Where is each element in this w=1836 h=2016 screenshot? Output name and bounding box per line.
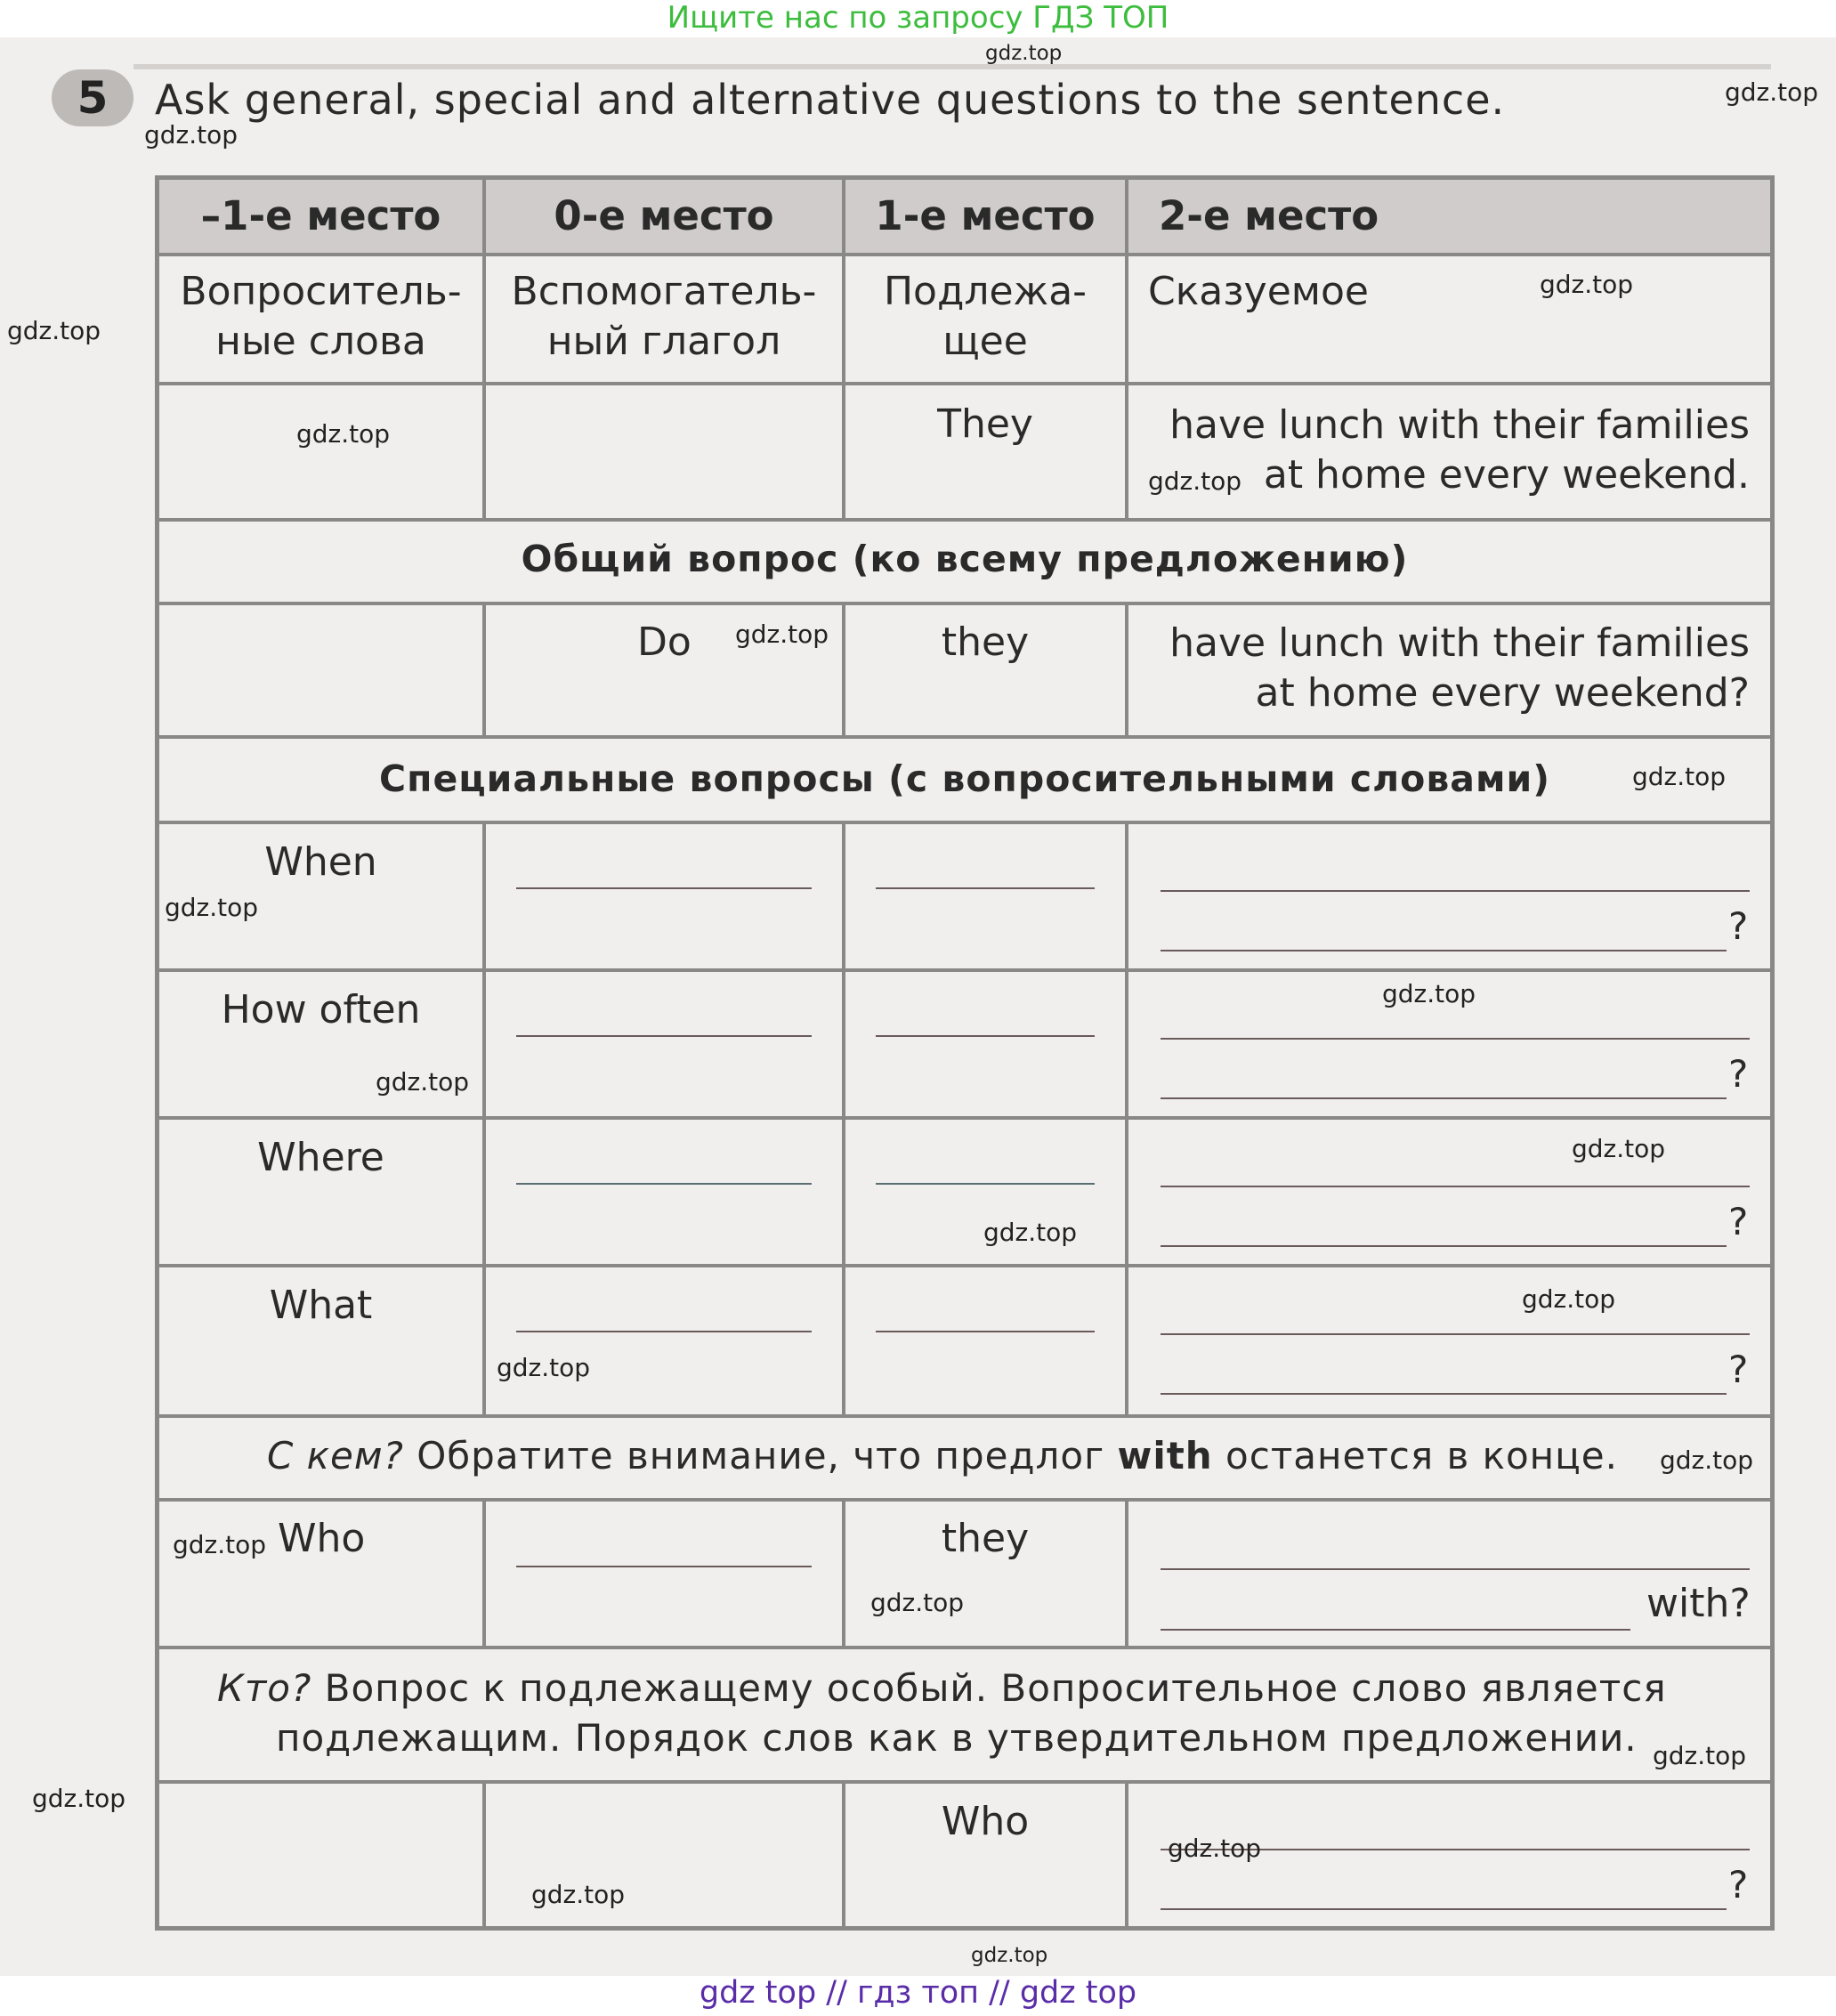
row-divider	[159, 382, 1770, 385]
subject-note-line2: подлежащим. Порядок слов как в утвердительном предложении.	[276, 1716, 1638, 1760]
row-divider	[159, 1646, 1770, 1649]
answer-blank[interactable]	[1161, 950, 1727, 951]
header-col-1: 1-е место	[875, 192, 1096, 239]
watermark: gdz.top	[1148, 466, 1242, 496]
watermark: gdz.top	[376, 1067, 470, 1097]
task-number: 5	[52, 69, 133, 126]
answer-blank[interactable]	[1161, 1097, 1727, 1099]
task-instruction: Ask general, special and alternative questions to the sentence.	[155, 76, 1506, 124]
subject-note-line1: Кто? Вопрос к подлежащему особый. Вопросительное слово является	[217, 1666, 1667, 1710]
watermark: gdz.top	[1382, 979, 1476, 1008]
answer-blank[interactable]	[876, 1035, 1095, 1037]
watermark: gdz.top	[1660, 1445, 1754, 1475]
col-divider	[1125, 602, 1128, 735]
watermark: gdz.top	[870, 1588, 965, 1617]
row-divider	[159, 1116, 1770, 1120]
watermark: gdz.top	[165, 893, 259, 922]
watermark: gdz.top	[1522, 1284, 1616, 1314]
row-divider	[159, 821, 1770, 824]
header-divider	[159, 253, 1770, 256]
watermark: gdz.top	[1572, 1134, 1666, 1163]
label-question-words-1: Вопроситель-	[180, 269, 462, 314]
answer-blank[interactable]	[1161, 1629, 1630, 1631]
general-question-heading: Общий вопрос (ко всему предложению)	[521, 538, 1409, 580]
answer-blank[interactable]	[1161, 1245, 1727, 1247]
label-subject-1: Подлежа-	[883, 269, 1088, 314]
label-aux-verb-1: Вспомогатель-	[511, 269, 817, 314]
watermark: gdz.top	[7, 316, 101, 345]
watermark: gdz.top	[1632, 762, 1727, 791]
watermark: gdz.top	[497, 1353, 591, 1382]
answer-blank[interactable]	[516, 1183, 812, 1185]
watermark: gdz.top	[1725, 77, 1819, 107]
general-subject: they	[941, 619, 1030, 665]
answer-blank[interactable]	[1161, 1568, 1750, 1570]
question-mark: ?	[1728, 1052, 1749, 1096]
header-col-minus1: –1-е место	[200, 192, 441, 239]
row-divider	[159, 1780, 1770, 1784]
answer-blank[interactable]	[516, 1331, 812, 1332]
label-subject-2: щее	[942, 319, 1028, 364]
question-word-when: When	[264, 839, 377, 885]
header-col-2: 2-е место	[1159, 192, 1379, 239]
answer-blank[interactable]	[516, 887, 812, 889]
sentence-predicate-2: at home every weekend.	[1263, 452, 1750, 498]
watermark: gdz.top	[32, 1784, 126, 1813]
answer-blank[interactable]	[1161, 1038, 1750, 1040]
watermark: gdz.top	[296, 419, 391, 449]
label-question-words-2: ные слова	[215, 319, 426, 364]
col-divider	[482, 1498, 486, 1646]
answer-blank[interactable]	[876, 1183, 1095, 1185]
question-word-where: Where	[257, 1135, 384, 1180]
row-divider	[159, 602, 1770, 605]
answer-blank[interactable]	[876, 887, 1095, 889]
answer-blank[interactable]	[1161, 1393, 1727, 1395]
top-banner[interactable]: Ищите нас по запросу ГДЗ ТОП	[667, 0, 1169, 36]
special-questions-heading: Специальные вопросы (с вопросительными словами)	[379, 757, 1550, 800]
answer-blank[interactable]	[1161, 890, 1750, 892]
col-divider	[482, 382, 486, 518]
general-aux: Do	[637, 619, 692, 665]
watermark: gdz.top	[985, 42, 1063, 65]
col-divider	[842, 821, 845, 1414]
col-divider	[482, 1780, 486, 1926]
top-rule	[133, 64, 1771, 69]
watermark: gdz.top	[1653, 1741, 1747, 1770]
question-mark: ?	[1728, 904, 1749, 948]
question-mark: ?	[1728, 1200, 1749, 1243]
question-word-how-often: How often	[221, 987, 421, 1032]
answer-blank[interactable]	[876, 1331, 1095, 1332]
subject-question-who: Who	[941, 1799, 1030, 1844]
col-divider	[1125, 1780, 1128, 1926]
row-divider	[159, 1264, 1770, 1267]
general-predicate-1: have lunch with their families	[1169, 620, 1750, 666]
question-mark: ?	[1728, 1863, 1749, 1907]
question-mark: ?	[1728, 1348, 1749, 1391]
answer-blank[interactable]	[1161, 1186, 1750, 1187]
row-divider	[159, 1414, 1770, 1418]
label-predicate: Сказуемое	[1148, 269, 1369, 314]
watermark: gdz.top	[531, 1880, 626, 1909]
watermark: gdz.top	[173, 1530, 267, 1559]
question-word-what: What	[269, 1283, 373, 1328]
col-divider	[1125, 382, 1128, 518]
watermark: gdz.top	[735, 619, 829, 649]
question-word-who-with: Who	[278, 1516, 366, 1561]
row-divider	[159, 518, 1770, 522]
row-divider	[159, 1498, 1770, 1502]
general-predicate-2: at home every weekend?	[1255, 670, 1750, 716]
answer-blank[interactable]	[516, 1035, 812, 1037]
watermark: gdz.top	[1540, 270, 1634, 299]
col-divider	[1125, 821, 1128, 1414]
with-ending: with?	[1646, 1581, 1751, 1626]
bottom-banner[interactable]: gdz top // гдз топ // gdz top	[699, 1975, 1137, 2011]
watermark: gdz.top	[144, 120, 239, 150]
label-aux-verb-2: ный глагол	[546, 319, 781, 364]
col-divider	[1125, 180, 1128, 382]
col-divider	[1125, 1498, 1128, 1646]
col-divider	[482, 821, 486, 1414]
answer-blank[interactable]	[516, 1566, 812, 1567]
row-divider	[159, 735, 1770, 739]
answer-blank[interactable]	[1161, 1333, 1750, 1335]
watermark: gdz.top	[983, 1218, 1078, 1247]
watermark: gdz.top	[971, 1944, 1048, 1967]
answer-blank[interactable]	[1161, 1908, 1727, 1910]
who-with-subject: they	[941, 1516, 1030, 1561]
sentence-predicate-1: have lunch with their families	[1169, 402, 1750, 448]
watermark: gdz.top	[1168, 1834, 1262, 1863]
col-divider	[482, 602, 486, 735]
header-col-0: 0-е место	[554, 192, 774, 239]
with-note: С кем? Обратите внимание, что предлог with останется в конце.	[267, 1434, 1618, 1478]
row-divider	[159, 968, 1770, 972]
sentence-subject: They	[937, 401, 1033, 447]
